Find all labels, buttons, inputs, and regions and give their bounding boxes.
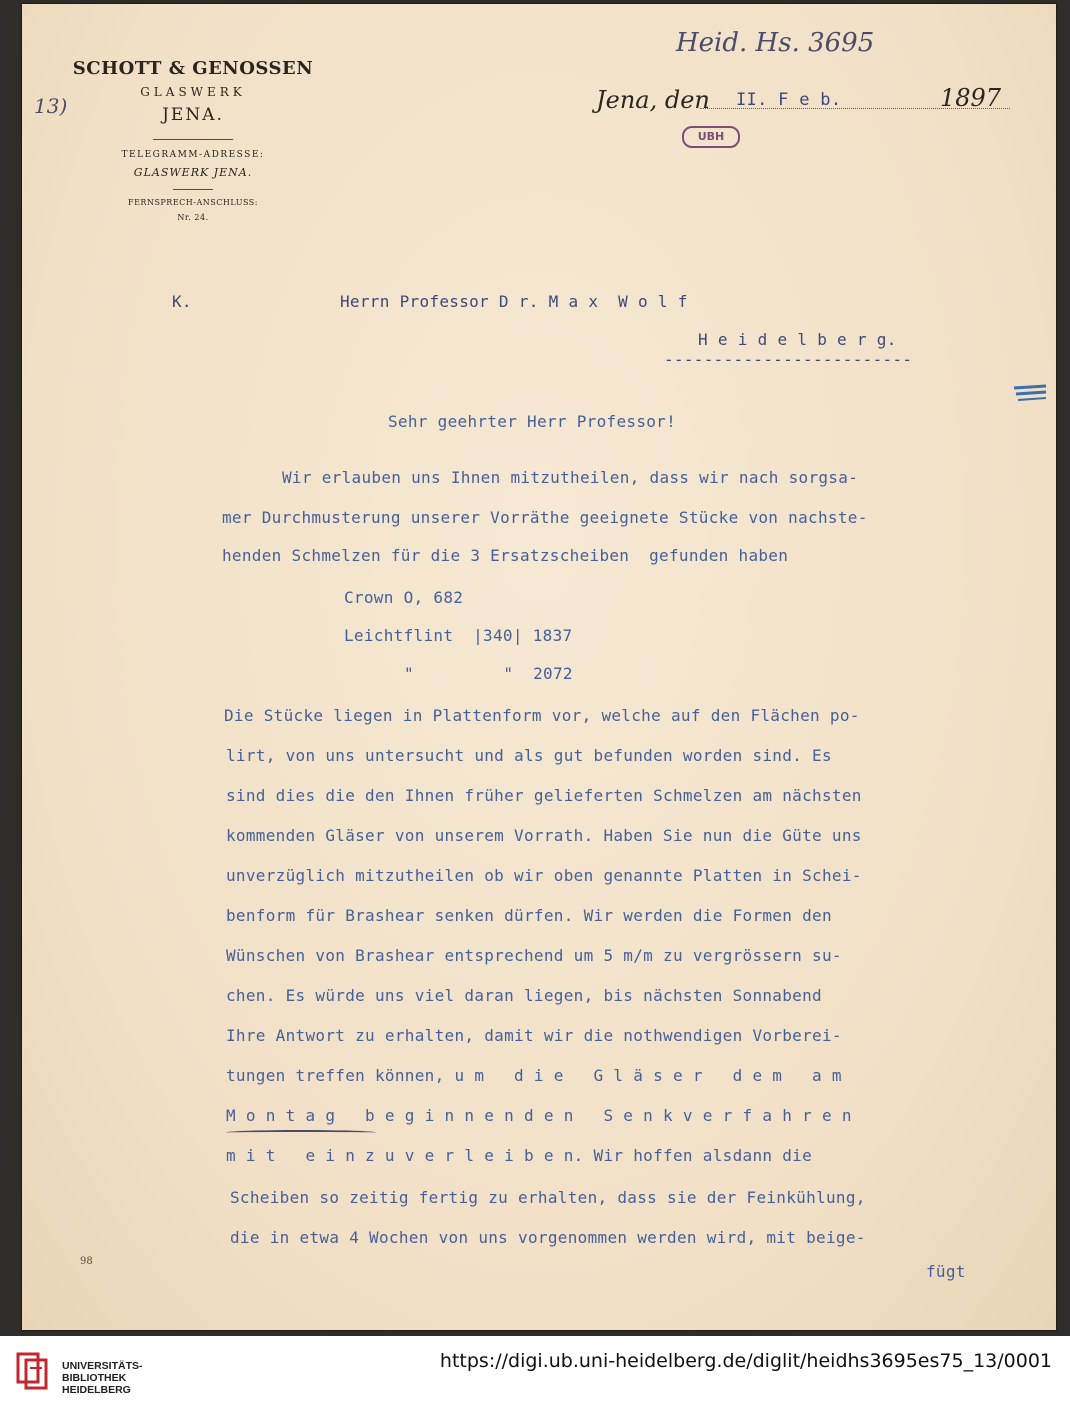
body-line: mer Durchmusterung unserer Vorräthe geeignete Stücke von nachste- — [222, 508, 868, 527]
page-number: 98 — [80, 1256, 93, 1267]
shelfmark-annotation: Heid. Hs. 3695 — [676, 28, 875, 58]
body-line: unverzüglich mitzutheilen ob wir oben genannte Platten in Schei- — [226, 866, 862, 885]
library-logo-icon — [14, 1348, 54, 1392]
address-prefix: K. — [172, 292, 192, 311]
body-line: tungen treffen können, u m d i e G l ä s e r d e m a m — [226, 1066, 842, 1085]
body-line: " " 2072 — [404, 664, 573, 683]
dateline-rule — [700, 108, 1010, 109]
dateline-place: Jena, den — [596, 86, 710, 114]
library-logo-text — [62, 1360, 143, 1396]
body-line-catchword: fügt — [926, 1262, 966, 1281]
address-rule: ------------------------- — [664, 350, 913, 369]
pencil-underline — [226, 1130, 376, 1135]
body-line: chen. Es würde uns viel daran liegen, bis nächsten Sonnabend — [226, 986, 822, 1005]
letterhead-divider — [153, 139, 233, 140]
company-city: JENA. — [162, 105, 224, 125]
dateline-date: II. F e b. — [736, 90, 842, 110]
phone-label: FERNSPRECH-ANSCHLUSS: — [128, 198, 258, 207]
library-logo[interactable] — [14, 1348, 154, 1404]
body-line: die in etwa 4 Wochen von uns vorgenommen werden wird, mit beige- — [230, 1228, 866, 1247]
letterhead-divider-small — [173, 189, 213, 190]
address-recipient: Herrn Professor D r. M a x W o l f — [340, 292, 688, 311]
company-name: SCHOTT & GENOSSEN — [72, 58, 314, 79]
body-line: Crown O, 682 — [344, 588, 464, 607]
library-stamp: UBH — [682, 126, 740, 148]
address-city: H e i d e l b e r g. — [698, 330, 897, 349]
telegram-value: GLASWERK JENA. — [133, 166, 253, 179]
body-line: Scheiben so zeitig fertig zu erhalten, dass sie der Feinkühlung, — [230, 1188, 866, 1207]
telegram-label: TELEGRAMM-ADRESSE: — [121, 150, 265, 160]
body-line: lirt, von uns untersucht und als gut befunden worden sind. Es — [226, 746, 832, 765]
viewer-footer — [0, 1336, 1070, 1416]
body-line: Wir erlauben uns Ihnen mitzutheilen, dass wir nach sorgsa- — [282, 468, 859, 487]
body-line: Leichtflint |340| 1837 — [344, 626, 573, 645]
blue-pencil-marks — [1012, 384, 1048, 404]
logo-line: UNIVERSITÄTS- — [62, 1360, 143, 1372]
company-subtitle: GLASWERK — [140, 85, 246, 99]
body-line: M o n t a g b e g i n n e n d e n S e n k v e r f a h r e n — [226, 1106, 852, 1125]
logo-line: HEIDELBERG — [62, 1384, 131, 1396]
body-line: sind dies die den Ihnen früher gelieferten Schmelzen am nächsten — [226, 786, 862, 805]
salutation: Sehr geehrter Herr Professor! — [388, 412, 677, 431]
permalink-url[interactable]: https://digi.ub.uni-heidelberg.de/diglit/heidhs3695es75_13/0001 — [439, 1350, 1052, 1372]
body-line: Ihre Antwort zu erhalten, damit wir die nothwendigen Vorberei- — [226, 1026, 842, 1045]
letterhead — [58, 58, 328, 222]
body-line: kommenden Gläser von unserem Vorrath. Haben Sie nun die Güte uns — [226, 826, 862, 845]
body-line: m i t e i n z u v e r l e i b e n. Wir hoffen alsdann die — [226, 1146, 813, 1165]
dateline-year: 1897 — [940, 84, 1002, 112]
body-line: henden Schmelzen für die 3 Ersatzscheiben gefunden haben — [222, 546, 789, 565]
body-line: Die Stücke liegen in Plattenform vor, welche auf den Flächen po- — [224, 706, 860, 725]
logo-line: BIBLIOTHEK — [62, 1372, 127, 1384]
folio-annotation: 13) — [34, 94, 68, 118]
body-line: Wünschen von Brashear entsprechend um 5 m/m zu vergrössern su- — [226, 946, 842, 965]
phone-value: Nr. 24. — [177, 213, 209, 222]
body-line: benform für Brashear senken dürfen. Wir werden die Formen den — [226, 906, 832, 925]
